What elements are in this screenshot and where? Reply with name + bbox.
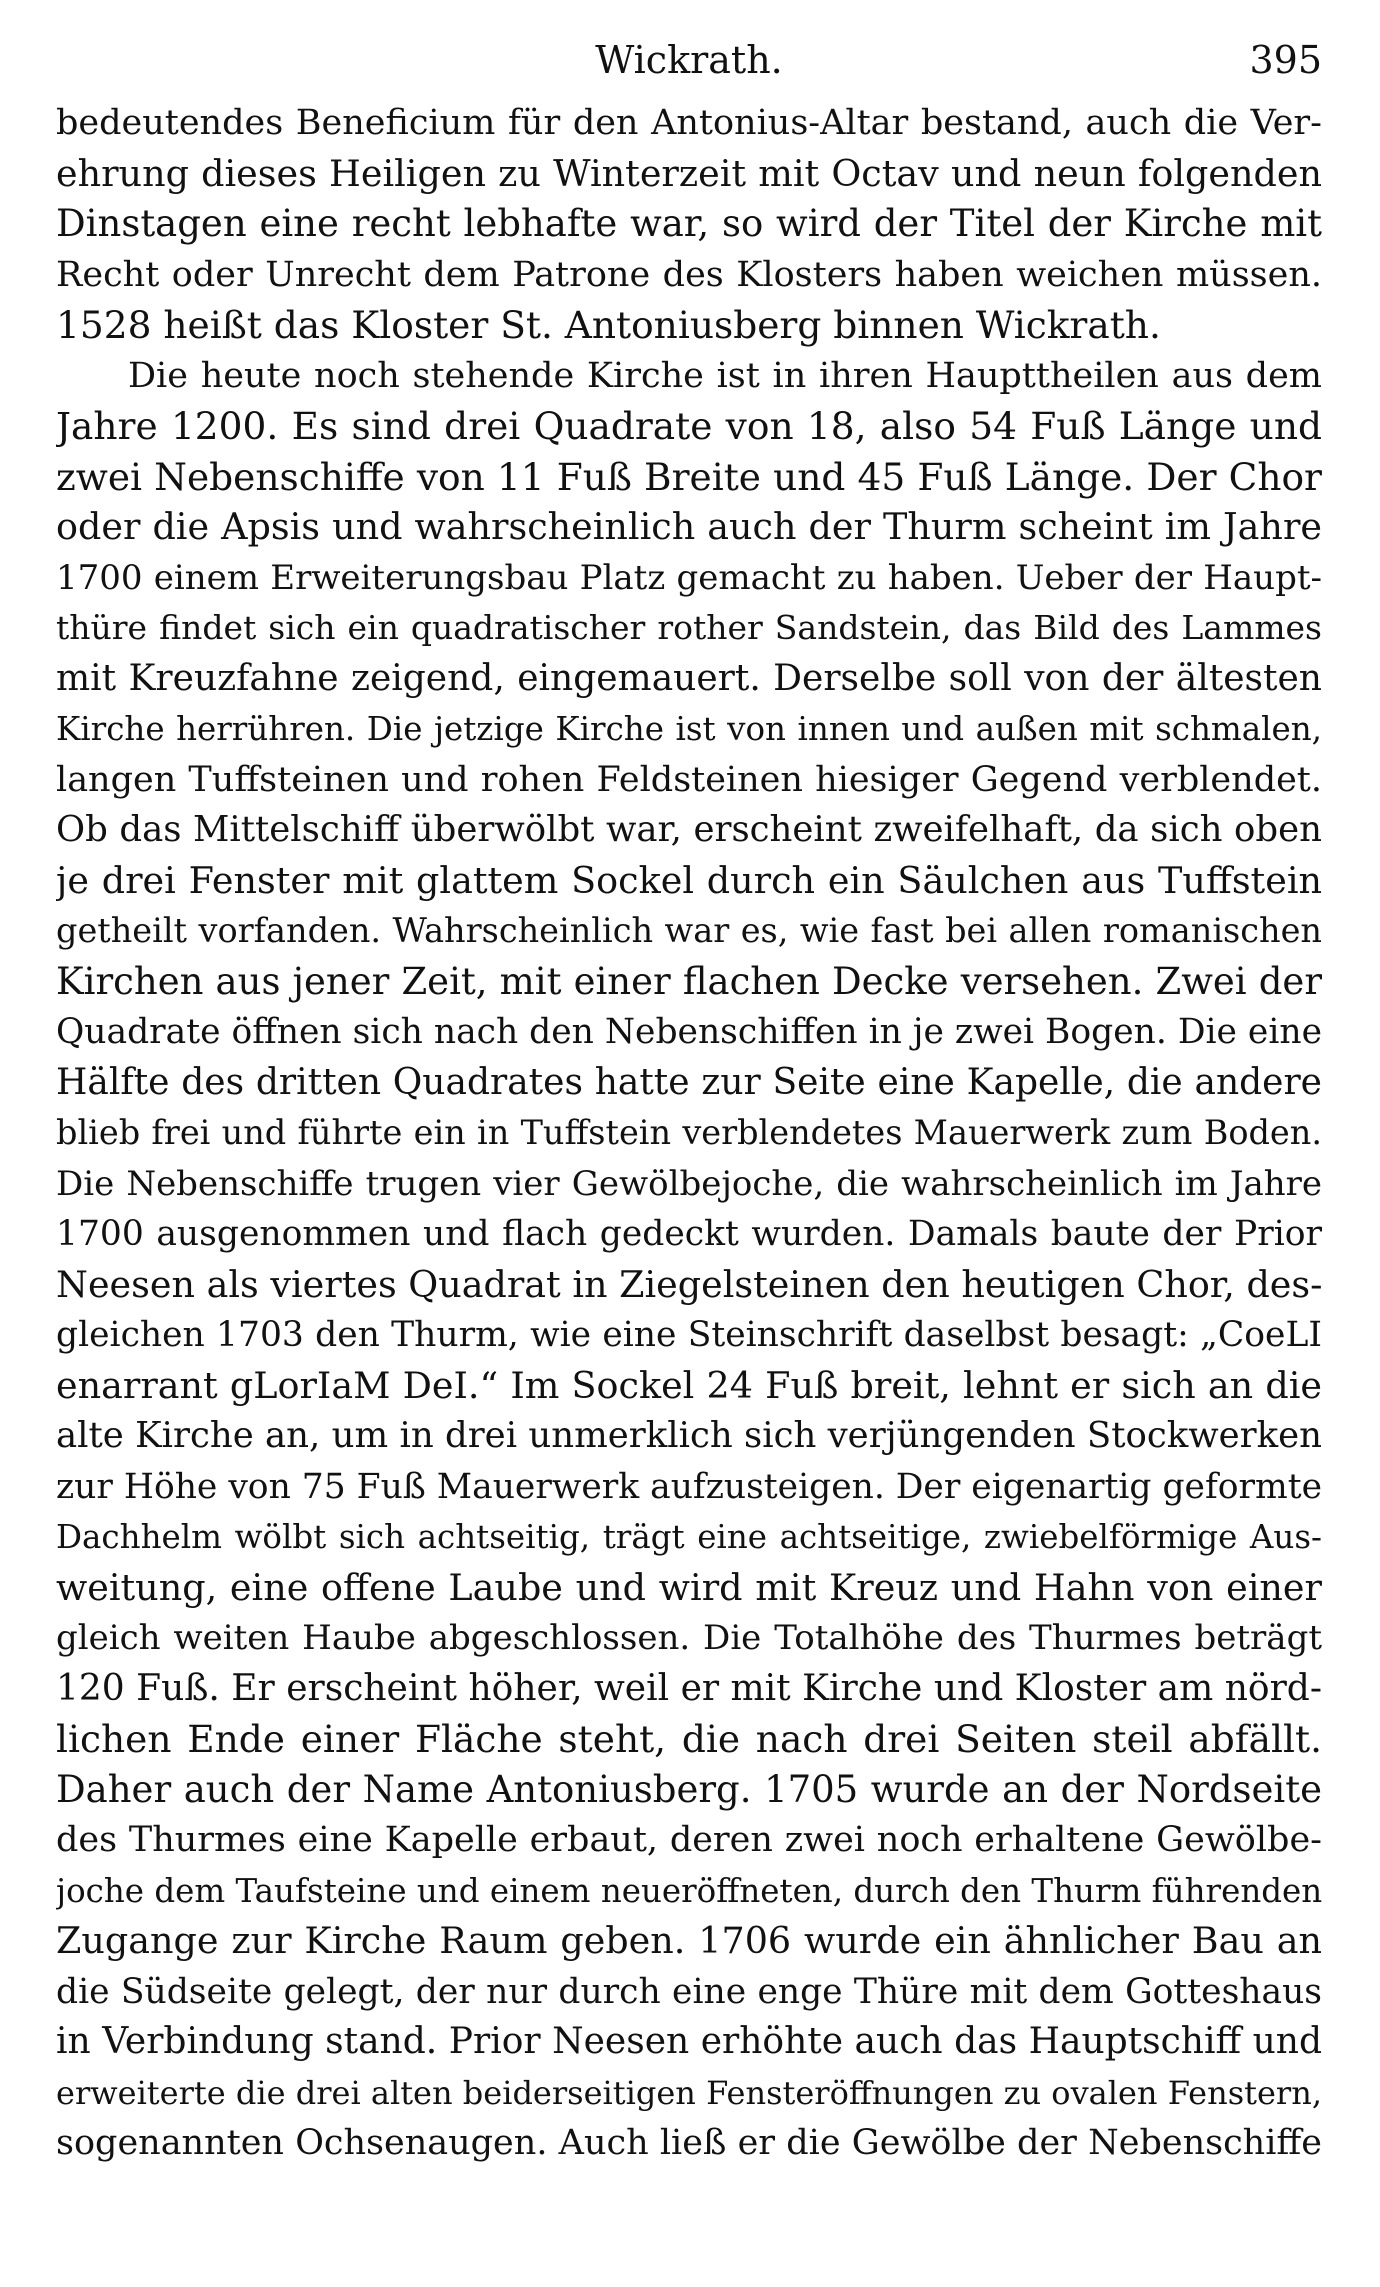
- text-line: Quadrate öffnen sich nach den Nebenschiffen in je zwei Bogen. Die eine: [56, 1012, 1322, 1052]
- text-line: langen Tuffsteinen und rohen Feldsteinen hiesiger Gegend verblendet.: [56, 759, 1322, 800]
- text-line: thüre findet sich ein quadratischer rother Sandstein, das Bild des Lammes: [56, 608, 1322, 647]
- text-line: weitung, eine offene Laube und wird mit Kreuz und Hahn von einer: [56, 1565, 1322, 1609]
- text-line: die Südseite gelegt, der nur durch eine enge Thüre mit dem Gotteshaus: [56, 1971, 1322, 2012]
- text-line: zwei Nebenschiffe von 11 Fuß Breite und 45 Fuß Länge. Der Chor: [56, 454, 1322, 499]
- running-head: [56, 38, 1322, 98]
- text-line: joche dem Taufsteine und einem neueröffneten, durch den Thurm führenden: [56, 1871, 1322, 1910]
- text-line: in Verbindung stand. Prior Neesen erhöhte auch das Hauptschiff und: [56, 2021, 1322, 2062]
- text-line: bedeutendes Beneficium für den Antonius-Altar bestand, auch die Ver-: [56, 103, 1322, 143]
- text-line: sogenannten Ochsenaugen. Auch ließ er die Gewölbe der Nebenschiffe: [56, 2123, 1322, 2163]
- text-line: Hälfte des dritten Quadrates hatte zur Seite eine Kapelle, die andere: [56, 1061, 1322, 1103]
- text-line: blieb frei und führte ein in Tuffstein verblendetes Mauerwerk zum Boden.: [56, 1113, 1322, 1152]
- text-line: Jahre 1200. Es sind drei Quadrate von 18, also 54 Fuß Länge und: [56, 404, 1322, 448]
- running-title: Wickrath.: [595, 38, 783, 82]
- text-line: enarrant gLorIaM DeI.“ Im Sockel 24 Fuß breit, lehnt er sich an die: [56, 1363, 1322, 1407]
- text-line: Kirchen aus jener Zeit, mit einer flachen Decke versehen. Zwei der: [56, 959, 1322, 1003]
- text-line: oder die Apsis und wahrscheinlich auch der Thurm scheint im Jahre: [56, 505, 1322, 548]
- text-line: ehrung dieses Heiligen zu Winterzeit mit Octav und neun folgenden: [56, 151, 1322, 195]
- text-line: gleichen 1703 den Thurm, wie eine Steinschrift daselbst besagt: „CoeLI: [56, 1315, 1322, 1355]
- text-line: gleich weiten Haube abgeschlossen. Die Totalhöhe des Thurmes beträgt: [56, 1618, 1322, 1658]
- text-line: Daher auch der Name Antoniusberg. 1705 wurde an der Nordseite: [56, 1767, 1322, 1811]
- text-line: Die heute noch stehende Kirche ist in ihren Haupttheilen aus dem: [128, 355, 1322, 396]
- text-line: lichen Ende einer Fläche steht, die nach drei Seiten steil abfällt.: [56, 1717, 1322, 1761]
- text-line: Zugange zur Kirche Raum geben. 1706 wurde ein ähnlicher Bau an: [56, 1919, 1322, 1962]
- paragraph-1: [56, 98, 1322, 351]
- text-line: zur Höhe von 75 Fuß Mauerwerk aufzusteigen. Der eigenartig geformte: [56, 1466, 1322, 1507]
- paragraph-2: [56, 351, 1322, 2169]
- text-line: erweiterte die drei alten beiderseitigen Fensteröffnungen zu ovalen Fenstern,: [56, 2073, 1322, 2112]
- text-line: Dachhelm wölbt sich achtseitig, trägt eine achtseitige, zwiebelförmige Aus-: [56, 1518, 1322, 1556]
- text-line: 1700 einem Erweiterungsbau Platz gemacht zu haben. Ueber der Haupt-: [56, 557, 1322, 598]
- text-line: Ob das Mittelschiff überwölbt war, erscheint zweifelhaft, da sich oben: [56, 809, 1322, 850]
- page-number: 395: [1249, 38, 1322, 82]
- text-line: Die Nebenschiffe trugen vier Gewölbejoche, die wahrscheinlich im Jahre: [56, 1163, 1322, 1204]
- text-line: Dinstagen eine recht lebhafte war, so wird der Titel der Kirche mit: [56, 202, 1322, 245]
- text-line: 1528 heißt das Kloster St. Antoniusberg binnen Wickrath.: [56, 303, 1161, 347]
- text-line: getheilt vorfanden. Wahrscheinlich war es, wie fast bei allen romanischen: [56, 911, 1322, 950]
- text-line: 120 Fuß. Er erscheint höher, weil er mit Kirche und Kloster am nörd-: [56, 1667, 1322, 1709]
- text-line: mit Kreuzfahne zeigend, eingemauert. Derselbe soll von der ältesten: [56, 657, 1322, 699]
- text-line: alte Kirche an, um in drei unmerklich sich verjüngenden Stockwerken: [56, 1415, 1322, 1456]
- text-line: je drei Fenster mit glattem Sockel durch ein Säulchen aus Tuffstein: [56, 858, 1322, 902]
- text-line: Neesen als viertes Quadrat in Ziegelsteinen den heutigen Chor, des-: [56, 1262, 1322, 1306]
- book-page: [56, 38, 1322, 2169]
- text-line: Recht oder Unrecht dem Patrone des Klosters haben weichen müssen.: [56, 254, 1322, 295]
- text-line: Kirche herrühren. Die jetzige Kirche ist von innen und außen mit schmalen,: [56, 710, 1322, 748]
- text-line: des Thurmes eine Kapelle erbaut, deren zwei noch erhaltene Gewölbe-: [56, 1820, 1322, 1860]
- text-line: 1700 ausgenommen und flach gedeckt wurden. Damals baute der Prior: [56, 1214, 1322, 1254]
